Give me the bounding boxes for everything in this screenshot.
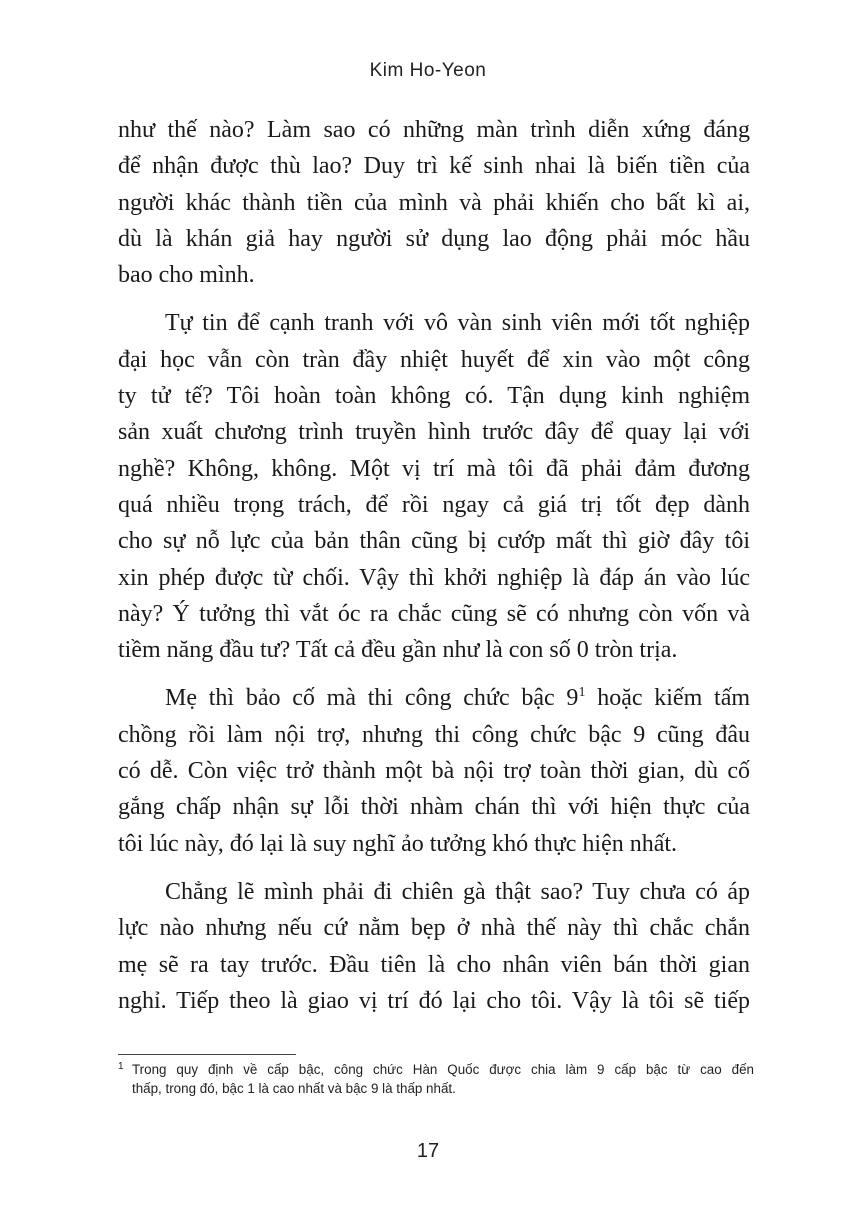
text-line: tiềm năng đầu tư? Tất cả đều gần như là con số 0 tròn trịa. xyxy=(118,637,678,664)
text-line: Tự tin để cạnh tranh với vô vàn sinh viên mới tốt nghiệp xyxy=(165,310,750,337)
text-line: tôi lúc này, đó lại là suy nghĩ ảo tưởng khó thực hiện nhất. xyxy=(118,830,678,857)
text-line: dù là khán giả hay người sử dụng lao động phải móc hầu xyxy=(118,225,750,252)
text-line: lực nào nhưng nếu cứ nằm bẹp ở nhà thế này thì chắc chắn xyxy=(118,915,750,942)
text-line: có dễ. Còn việc trở thành một bà nội trợ toàn thời gian, dù cố xyxy=(118,758,750,785)
text-line: gắng chấp nhận sự lỗi thời nhàm chán thì với hiện thực của xyxy=(118,794,750,821)
footnote xyxy=(118,1060,754,1098)
paragraph-2 xyxy=(118,305,750,668)
text-line: người khác thành tiền của mình và phải khiến cho bất kì ai, xyxy=(118,189,750,216)
text-segment: Mẹ thì bảo cố mà thi công chức bậc 9 xyxy=(165,685,579,712)
text-line: sản xuất chương trình truyền hình trước đây để quay lại với xyxy=(118,419,750,446)
footnote-entry xyxy=(118,1060,754,1098)
text-line: Chẳng lẽ mình phải đi chiên gà thật sao? Tuy chưa có áp xyxy=(165,878,750,905)
text-line: bao cho mình. xyxy=(118,262,255,289)
text-line: ty tử tế? Tôi hoàn toàn không có. Tận dụng kinh nghiệm xyxy=(118,383,750,410)
text-line: xin phép được từ chối. Vậy thì khởi nghiệp là đáp án vào lúc xyxy=(118,564,750,591)
body-text xyxy=(118,112,750,1019)
footnote-line: Trong quy định về cấp bậc, công chức Hàn Quốc được chia làm 9 cấp bậc từ cao đến xyxy=(132,1062,754,1077)
text-line: như thế nào? Làm sao có những màn trình diễn xứng đáng xyxy=(118,117,750,143)
footnote-mark: 1 xyxy=(118,1061,124,1072)
paragraph-1 xyxy=(118,112,750,293)
running-head: Kim Ho-Yeon xyxy=(369,60,487,81)
paragraph-3 xyxy=(118,680,750,861)
text-line: chồng rồi làm nội trợ, nhưng thi công chức bậc 9 cũng đâu xyxy=(118,721,750,748)
text-segment: hoặc kiếm tấm xyxy=(585,685,751,712)
footnote-divider xyxy=(118,1054,296,1055)
text-line: cho sự nỗ lực của bản thân cũng bị cướp mất thì giờ đây tôi xyxy=(118,528,750,555)
text-line xyxy=(118,680,750,716)
text-line: quá nhiều trọng trách, để rồi ngay cả giá trị tốt đẹp dành xyxy=(118,491,750,518)
text-line: nghề? Không, không. Một vị trí mà tôi đã phải đảm đương xyxy=(118,455,750,482)
text-line: mẹ sẽ ra tay trước. Đầu tiên là cho nhân viên bán thời gian xyxy=(118,951,750,978)
text-line: nghỉ. Tiếp theo là giao vị trí đó lại cho tôi. Vậy là tôi sẽ tiếp xyxy=(118,987,750,1014)
footnote-reference[interactable]: 1 xyxy=(578,685,586,701)
text-line: đại học vẫn còn tràn đầy nhiệt huyết để xin vào một công xyxy=(118,346,750,373)
page-number: 17 xyxy=(416,1140,440,1162)
text-line: để nhận được thù lao? Duy trì kế sinh nhai là biến tiền của xyxy=(118,153,750,180)
footnote-line: thấp, trong đó, bậc 1 là cao nhất và bậc 9 là thấp nhất. xyxy=(132,1081,456,1096)
text-line: này? Ý tưởng thì vắt óc ra chắc cũng sẽ có nhưng còn vốn và xyxy=(118,600,750,627)
paragraph-4 xyxy=(118,874,750,1019)
